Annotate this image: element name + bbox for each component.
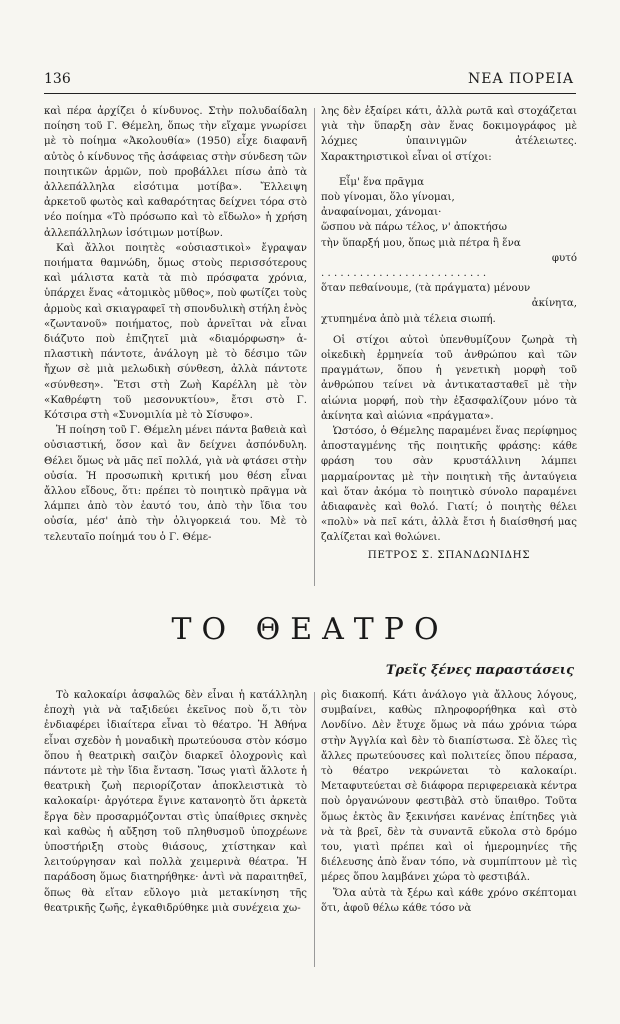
article-column-left bbox=[44, 104, 307, 590]
paragraph: Οἱ στίχοι αὐτοὶ ὑπενθυμίζουν ζωηρὰ τὴ οἰκεδικὴ ἑρμηνεία τοῦ ἀνθρώπου καὶ τῶν πραγμάτων, ὅπου ἡ γενετικὴ μορφὴ τοῦ ἀνθρώπου τείνει νὰ ἀντικατασταθεῖ μὲ τὴν αἰώνια μορφή, ποὺ τὴν ἐξασφαλίζουν μόνο τὰ ἀκίνητα καὶ αἰώνια «πράγματα». bbox=[321, 334, 577, 422]
paragraph: Ὡστόσο, ὁ Θέμελης παραμένει ἕνας περίφημος ἀποσταγμένης τῆς ποιητικῆς φράσης: κάθε φράση του σὰν κρυστάλλινη λάμπει μαρμαίροντας μὲ τὴν ποιητικὴ τῆς ἀνταύγεια καὶ ὅταν ἀκόμα τὸ ποιητικὸ σύνολο παραμένει ἀδιαφανὲς καὶ θολό. Γιατί; ὁ ποιητὴς θέλει «πολὺ» νὰ πεῖ κάτι, ἀλλὰ ἔτσι ἡ διαίσθησή μας ζαλίζεται καὶ θολώνει. bbox=[321, 426, 577, 544]
paragraph: ρὶς διακοπή. Κάτι ἀνάλογο γιὰ ἄλλους λόγους, συμβαίνει, καθὼς πληροφορήθηκα καὶ στὸ Λονδίνο. Δὲν ἔτυχε ὅμως νὰ πάω χρόνια τώρα στὴν Ἀγγλία καὶ δὲν τὸ διαπίστωσα. Σὲ ὅλες τὶς ἄλλες πρωτεύουσες καὶ πολιτείες ὅπου πέρασα, τὸ θέατρο νεκρώνεται τὸ καλοκαίρι. Μεταφυτεύεται σὲ διάφορα περιφερειακὰ κέντρα ποὺ ὀργανώνουν φεστιβὰλ στὸ ὕπαιθρο. Τοῦτα ὅμως ἐκτὸς ἂν ξεκινήσει κανένας ἐπίτηδες γιὰ νὰ τὰ βρεῖ, δὲν τὰ συναντᾶ εὔκολα στὸ δρόμο του, γιατὶ πρέπει καὶ οἱ ἡμερομηνίες τῆς διέλευσης ἀπὸ ἕναν τόπο, νὰ συμπίπτουν μὲ τὶς μέρες ὅπου λαμβάνει χώρα τὸ φεστιβάλ. bbox=[321, 690, 577, 884]
paragraph: Ἡ ποίηση τοῦ Γ. Θέμελη μένει πάντα βαθειὰ καὶ οὐσιαστική, ὅσον καὶ ἂν δείχνει ἀσπόνδυλη. Θέλει ὅμως νὰ μᾶς πεῖ πολλά, γιὰ νὰ φτάσει στὴν οὐσία. Ἡ προσωπικὴ κριτική μου θέση εἶναι ἄλλου εἴδους, ὅτι: πρέπει τὸ ποιητικὸ πρᾶγμα νὰ λάμπει ἀπὸ τὸν ἑαυτό του, ἀπὸ τὴν ἴδια του οὐσία, μέσ' ἀπὸ τὴν ὀλιγορκειά του. Μὲ τὸ τελευταῖο ποίημά του ὁ Γ. Θέμε- bbox=[44, 425, 307, 543]
column-divider bbox=[314, 692, 315, 967]
paragraph: λης δὲν ἐξαίρει κάτι, ἀλλὰ ρωτᾶ καὶ στοχάζεται γιὰ τὴν ὕπαρξη σὰν ἕνας δοκιμογράφος μὲ λόχμες ὑπαινιγμῶν ἀτέλειωτες. Χαρακτηριστικοὶ εἶναι οἱ στίχοι: bbox=[321, 106, 577, 163]
poem-line: Εἶμ' ἕνα πρᾶγμα bbox=[339, 176, 425, 188]
poem-line: ἀναφαίνομαι, χάνομαι· bbox=[321, 207, 442, 219]
poem-line: φυτό bbox=[551, 252, 577, 264]
poem-line: ὅταν πεθαίνουμε, (τὰ πράγματα) μένουν bbox=[321, 283, 531, 295]
poem-line: ποὺ γίνομαι, ὅλο γίνομαι, bbox=[321, 192, 455, 204]
running-title: ΝΕΑ ΠΟΡΕΙΑ bbox=[468, 71, 574, 87]
article-column-right bbox=[321, 104, 577, 590]
header-rule bbox=[44, 93, 576, 94]
paragraph: καὶ πέρα ἀρχίζει ὁ κίνδυνος. Στὴν πολυδαίδαλη ποίηση τοῦ Γ. Θέμελη, ὅπως τὴν εἴχαμε γνωρίσει μὲ τὸ ποίημα «Ἀκολουθία» (1950) εἶχε διαφανῆ αὐτὸς ὁ κίνδυνος τῆς ἀσάφειας στὴν σύνδεση τῶν ποιητικῶν ἁρμῶν, ποὺ προβάλλει πίσω ἀπὸ τὰ ἀλλεπάλληλα εἰσότιμα μοτίβα». Ἔλλειψη ἀρκετοῦ φωτὸς καὶ καθαρότητας δείχνει τόρα στὸ νέο ποίημα «Τὸ πρόσωπο καὶ τὸ εἴδωλο» ἡ χρήση ἀλλεπάλληλων ἰσότιμων μοτίβων. bbox=[44, 106, 307, 239]
section-title: ΤΟ ΘΕΑΤΡΟ bbox=[171, 612, 449, 647]
theatre-column-right bbox=[321, 688, 577, 988]
poem-line: χτυπημένα ἀπὸ μιὰ τέλεια σιωπή. bbox=[321, 313, 496, 325]
poem-line: τὴν ὕπαρξή μου, ὅπως μιὰ πέτρα ἢ ἕνα bbox=[321, 237, 521, 249]
paragraph: Ὅλα αὐτὰ τὰ ξέρω καὶ κάθε χρόνο σκέπτομαι ὅτι, ἀφοῦ θέλω κάθε τόσο νὰ bbox=[321, 887, 577, 914]
section-subtitle: Τρεῖς ξένες παραστάσεις bbox=[385, 663, 574, 678]
paragraph: Καὶ ἄλλοι ποιητὲς «οὐσιαστικοὶ» ἔγραψαν ποιήματα θαμνώδη, ὅμως στοὺς περισσότερους καὶ μάλιστα κατὰ τὰ πιὸ πρόσφατα χρόνια, ὑπάρχει ἕνας «ἀτομικὸς μῦθος», ποὺ φωτίζει τοὺς ἁρμοὺς καὶ σκιαγραφεῖ τὴ σπονδυλικὴ στήλη ἑνὸς «ζωντανοῦ» ποιήματος, ποὺ ἀρνεῖται νὰ εἶναι διάζυτο ποὺ ἐπιζητεῖ μιὰ «διαμόρφωση» ἀ-πλαστικὴ πάντοτε, ἀνάλογη μὲ τὸ δέσιμο τῶν ἤχων σὲ μιὰ μελωδικὴ σύνθεση, ἀλλὰ πάντοτε «σύνθεση». Ἔτσι στὴ Ζωὴ Καρέλλη μὲ τὸν «Καθρέφτη τοῦ μεσονυκτίου», ἔτσι στὸ Γ. Κότσιρα στὴ «Συνομιλία μὲ τὸ Σίσυφο». bbox=[44, 242, 307, 422]
column-divider bbox=[314, 108, 315, 586]
poem-ellipsis: . . . . . . . . . . . . . . . . . . . . . . . . . . bbox=[321, 268, 487, 280]
page-number: 136 bbox=[44, 71, 71, 87]
theatre-column-left bbox=[44, 688, 307, 988]
poem-line: ὥσπου νὰ πάρω τέλος, ν' ἀποκτήσω bbox=[321, 222, 507, 234]
paragraph: Τὸ καλοκαίρι ἀσφαλῶς δὲν εἶναι ἡ κατάλληλη ἐποχὴ γιὰ νὰ ταξιδεύει ἐκεῖνος ποὺ ὅ,τι τὸν ἐνδιαφέρει ἰδιαίτερα εἶναι τὸ θέατρο. Ἡ Ἀθήνα εἶναι σχεδὸν ἡ μοναδικὴ πρωτεύουσα στὸν κόσμο ὅπου ἡ θεατρικὴ σαιζὸν διαρκεῖ ὁλοχρονὶς καὶ πάντοτε μὲ τὴν ἴδια ἔνταση. Ἴσως γιατὶ ἄλλοτε ἡ θεατρικὴ ζωὴ περιορίζοταν ἀποκλειστικὰ τὸ καλοκαίρι· ἀργότερα ἔγινε κατανοητὸ ὅτι ἀρκετὰ ἔργα δὲν προσαρμόζονται στὶς ὑπαίθριες σκηνὲς καὶ καθὼς ἡ αὔξηση τοῦ πληθυσμοῦ ὑποχρέωνε ὑποστήριξη στοὺς θιάσους, χτίστηκαν καὶ λειτούργησαν καὶ πολλὰ χειμερινὰ θέατρα. Ἡ παράδοση ὅμως διατηρήθηκε· ἀντὶ νὰ παραιτηθεῖ, ὅπως θὰ εἴταν εὔλογο μιὰ μετακίνηση τῆς θεατρικῆς ζωῆς, ἐγκαθιδρύθηκε μιὰ συνέχεια χω- bbox=[44, 690, 307, 914]
poem-quote bbox=[321, 175, 577, 327]
author-signature: ΠΕΤΡΟΣ Σ. ΣΠΑΝΔΩΝΙΔΗΣ bbox=[367, 548, 531, 561]
poem-line: ἀκίνητα, bbox=[531, 298, 577, 310]
